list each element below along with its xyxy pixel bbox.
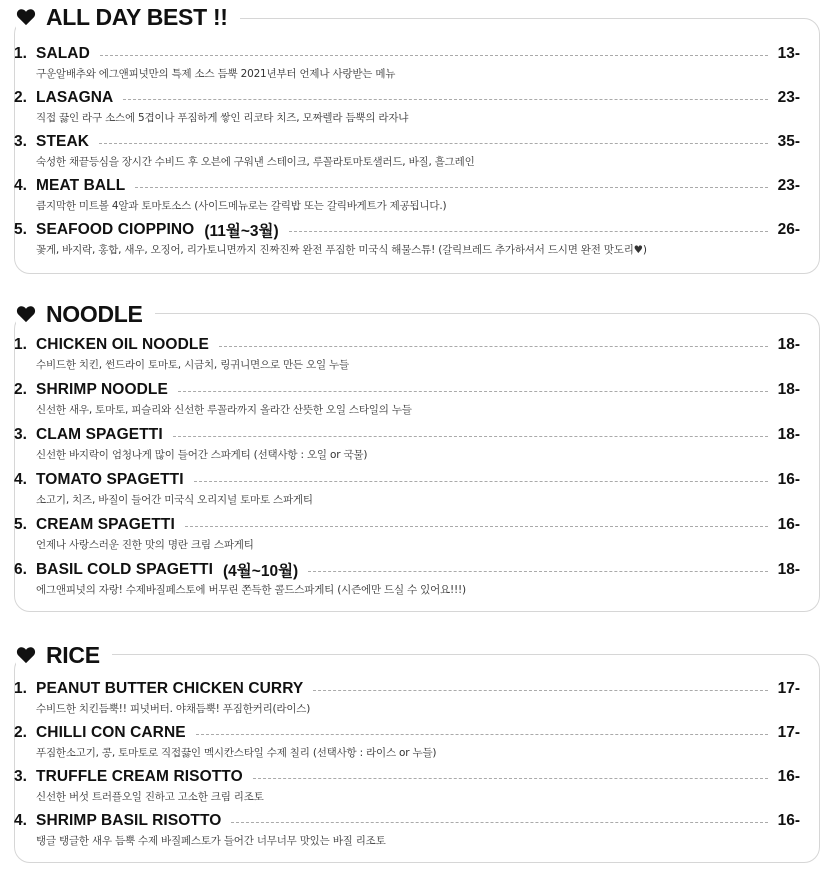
item-price: 18-	[777, 381, 800, 398]
item-description: 푸짐한소고기, 콩, 토마토로 직접끓인 멕시칸스타일 수제 칠리 (선택사항 : 라이스 or 누들)	[36, 747, 437, 759]
item-name: CREAM SPAGETTI	[36, 516, 175, 533]
leader-dots	[194, 481, 768, 482]
leader-dots	[308, 571, 767, 572]
item-number: 3.	[14, 768, 27, 785]
item-name: SEAFOOD CIOPPINO	[36, 221, 195, 238]
menu-item	[14, 678, 800, 716]
item-number: 2.	[14, 724, 27, 741]
section-rice	[0, 640, 830, 865]
menu-item	[14, 43, 800, 81]
leader-dots	[135, 187, 767, 188]
leader-dots	[185, 526, 768, 527]
item-description: 신선한 버섯 트러플오일 진하고 고소한 크림 리조토	[36, 791, 264, 803]
item-description: 신선한 바지락이 엄청나게 많이 들어간 스파게티 (선택사항 : 오일 or 국물)	[36, 449, 368, 461]
leader-dots	[289, 231, 768, 232]
item-number: 5.	[14, 221, 27, 238]
item-name: SHRIMP BASIL RISOTTO	[36, 812, 222, 829]
item-price: 17-	[777, 724, 800, 741]
menu-item	[14, 131, 800, 169]
item-name: PEANUT BUTTER CHICKEN CURRY	[36, 680, 304, 697]
item-price: 26-	[777, 221, 800, 238]
item-season: (4월~10월)	[223, 563, 299, 580]
item-number: 6.	[14, 561, 27, 578]
menu-item	[14, 722, 800, 760]
item-description: 수비드한 치킨, 썬드라이 토마토, 시금치, 링귀니면으로 만든 오일 누들	[36, 359, 349, 371]
section-all-day-best	[0, 2, 830, 277]
leader-dots	[253, 778, 768, 779]
item-price: 13-	[777, 45, 800, 62]
leader-dots	[231, 822, 767, 823]
item-price: 16-	[777, 471, 800, 488]
menu-item	[14, 334, 800, 372]
section-noodle	[0, 299, 830, 619]
item-price: 16-	[777, 812, 800, 829]
item-description: 신선한 새우, 토마토, 피슬리와 신선한 루꼴라까지 올라간 산뜻한 오일 스타일의 누들	[36, 404, 412, 416]
item-number: 1.	[14, 680, 27, 697]
section-title: NOODLE	[46, 300, 143, 327]
item-number: 4.	[14, 812, 27, 829]
item-description: 소고기, 치즈, 바질이 들어간 미국식 오리지널 토마토 스파게티	[36, 494, 313, 506]
section-title: RICE	[46, 641, 100, 668]
header-rule	[236, 18, 800, 19]
section-header	[16, 2, 240, 32]
item-price: 18-	[777, 561, 800, 578]
menu-item	[14, 469, 800, 507]
item-name: CHICKEN OIL NOODLE	[36, 336, 209, 353]
item-name: SALAD	[36, 45, 90, 62]
item-name: SHRIMP NOODLE	[36, 381, 168, 398]
item-description: 직접 끓인 라구 소스에 5겹이나 푸짐하게 쌓인 리코타 치즈, 모짜렐라 듬뿍의 라자냐	[36, 112, 409, 124]
menu-item	[14, 514, 800, 552]
header-rule	[160, 313, 800, 314]
item-number: 2.	[14, 381, 27, 398]
leader-dots	[100, 55, 768, 56]
item-price: 17-	[777, 680, 800, 697]
item-description: 에그앤피넛의 자랑! 수제바질페스토에 버무린 쫀득한 콜드스파게티 (시즌에만 드실 수 있어요!!!)	[36, 584, 466, 596]
item-name: BASIL COLD SPAGETTI	[36, 561, 214, 578]
item-name: MEAT BALL	[36, 177, 126, 194]
heart-icon	[16, 646, 36, 664]
item-name: CHILLI CON CARNE	[36, 724, 186, 741]
menu-item	[14, 810, 800, 848]
item-price: 18-	[777, 336, 800, 353]
item-description: 탱글 탱글한 새우 듬뿍 수제 바질페스토가 들어간 너무너무 맛있는 바질 리조토	[36, 835, 386, 847]
item-description: 큼지막한 미트볼 4알과 토마토소스 (사이드메뉴로는 갈릭밥 또는 갈릭바게트가 제공됩니다.)	[36, 200, 447, 212]
menu-item	[14, 424, 800, 462]
item-description: 숙성한 채끝등심을 장시간 수비드 후 오븐에 구워낸 스테이크, 루꼴라토마토샐러드, 바질, 흘그레인	[36, 156, 475, 168]
heart-icon	[16, 305, 36, 323]
item-season: (11월~3월)	[204, 223, 279, 240]
item-description: 꽃게, 바지락, 홍합, 새우, 오징어, 리가토니면까지 진짜진짜 완전 푸짐한 미국식 해물스튜! (갈릭브레드 추가하셔서 드시면 완전 맛도리♥)	[36, 244, 647, 256]
item-price: 16-	[777, 516, 800, 533]
item-number: 4.	[14, 471, 27, 488]
item-name: TOMATO SPAGETTI	[36, 471, 184, 488]
menu-item	[14, 379, 800, 417]
section-title: ALL DAY BEST !!	[46, 3, 228, 30]
item-number: 2.	[14, 89, 27, 106]
leader-dots	[219, 346, 768, 347]
item-number: 4.	[14, 177, 27, 194]
heart-icon	[16, 8, 36, 26]
item-price: 16-	[777, 768, 800, 785]
leader-dots	[196, 734, 768, 735]
section-header	[16, 299, 155, 329]
header-rule	[112, 654, 800, 655]
leader-dots	[178, 391, 768, 392]
item-name: LASAGNA	[36, 89, 114, 106]
item-price: 18-	[777, 426, 800, 443]
leader-dots	[99, 143, 768, 144]
item-name: CLAM SPAGETTI	[36, 426, 163, 443]
item-price: 23-	[777, 177, 800, 194]
item-number: 3.	[14, 133, 27, 150]
leader-dots	[173, 436, 768, 437]
item-name: TRUFFLE CREAM RISOTTO	[36, 768, 243, 785]
item-number: 5.	[14, 516, 27, 533]
item-description: 언제나 사랑스러운 진한 맛의 명란 크림 스파게티	[36, 539, 254, 551]
menu-item	[14, 219, 800, 257]
item-name: STEAK	[36, 133, 90, 150]
item-description: 수비드한 치킨듬뿍!! 피넛버터. 야채듬뿍! 푸짐한커리(라이스)	[36, 703, 311, 715]
leader-dots	[313, 690, 767, 691]
menu-item	[14, 766, 800, 804]
item-number: 1.	[14, 336, 27, 353]
menu-item	[14, 175, 800, 213]
item-price: 23-	[777, 89, 800, 106]
item-price: 35-	[777, 133, 800, 150]
menu-item	[14, 87, 800, 125]
item-number: 1.	[14, 45, 27, 62]
item-number: 3.	[14, 426, 27, 443]
menu-item	[14, 559, 800, 597]
section-header	[16, 640, 112, 670]
item-description: 구운알배추와 에그앤피넛만의 특제 소스 듬뿍 2021년부터 언제나 사랑받는 메뉴	[36, 68, 396, 80]
leader-dots	[123, 99, 767, 100]
